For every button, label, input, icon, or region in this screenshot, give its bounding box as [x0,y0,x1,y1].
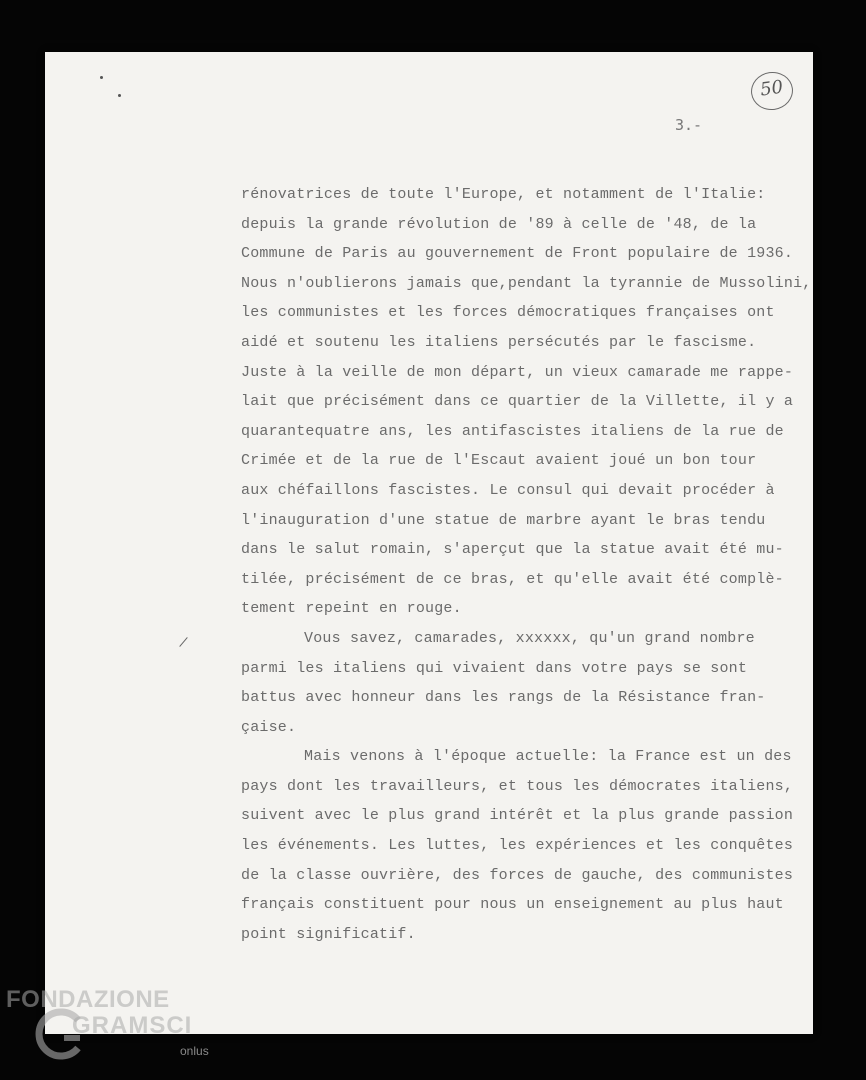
typed-page [45,52,813,1034]
typed-line: quarantequatre ans, les antifascistes italiens de la rue de [241,422,784,440]
typed-line: les communistes et les forces démocratiques françaises ont [241,304,775,322]
typed-line: aidé et soutenu les italiens persécutés par le fascisme. [241,333,757,351]
typed-line: français constituent pour nous un enseignement au plus haut [241,896,784,914]
typed-line: Commune de Paris au gouvernement de Front populaire de 1936. [241,245,794,263]
typed-line: lait que précisément dans ce quartier de la Villette, il y a [241,393,794,411]
typed-line: l'inauguration d'une statue de marbre ayant le bras tendu [241,511,766,529]
typed-line: pays dont les travailleurs, et tous les démocrates italiens, [241,777,794,795]
typed-text-body [241,180,811,949]
typed-line: depuis la grande révolution de '89 à celle de '48, de la [241,215,757,233]
typed-line: Mais venons à l'époque actuelle: la France est un des [304,748,792,766]
typed-page-mark: 3.- [675,116,703,134]
paper-speck [118,94,121,97]
archive-page-number [749,69,796,112]
typed-line: Nous n'oublierons jamais que,pendant la tyrannie de Mussolini, [241,274,812,292]
watermark-suffix: onlus [180,1044,209,1058]
typed-line: de la classe ouvrière, des forces de gauche, des communistes [241,866,794,884]
archive-page-number-text: 50 [758,76,785,101]
watermark-line1: FONDAZIONE [6,986,170,1013]
typed-line: tilée, précisément de ce bras, et qu'elle avait été complè- [241,570,784,588]
typed-line: Crimée et de la rue de l'Escaut avaient joué un bon tour [241,452,757,470]
typed-line: rénovatrices de toute l'Europe, et notamment de l'Italie: [241,186,766,203]
typed-line: les événements. Les luttes, les expériences et les conquêtes [241,837,794,855]
typed-line: Juste à la veille de mon départ, un vieux camarade me rappe- [241,363,794,381]
typed-line: point significatif. [241,925,416,943]
typed-line: aux chéfaillons fascistes. Le consul qui devait procéder à [241,481,775,499]
typed-line: parmi les italiens qui vivaient dans votre pays se sont [241,659,748,677]
typed-line: battus avec honneur dans les rangs de la Résistance fran- [241,689,766,707]
typed-line: Vous savez, camarades, xxxxxx, qu'un grand nombre [304,629,755,647]
typed-line: dans le salut romain, s'aperçut que la statue avait été mu- [241,541,784,559]
fondazione-gramsci-watermark [4,986,219,1076]
typed-line: çaise. [241,718,297,736]
typed-line: suivent avec le plus grand intérêt et la plus grande passion [241,807,794,825]
typed-line: tement repeint en rouge. [241,600,462,618]
margin-pencil-mark [179,637,187,647]
paper-speck [100,76,103,79]
watermark-line2: GRAMSCI [72,1012,193,1039]
